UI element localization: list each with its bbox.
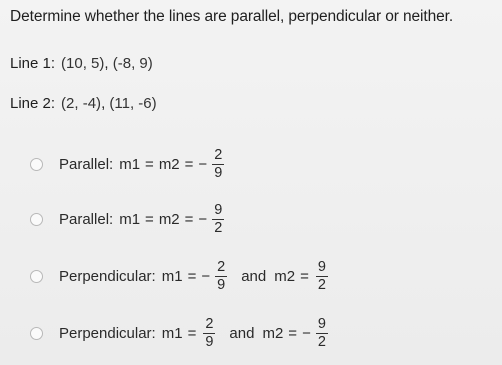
minus-sign: − [201,267,211,285]
slope-m2: m2 [158,210,180,228]
and-text: and [229,324,255,342]
fraction-numerator: 9 [317,315,326,332]
line-1-point-1: (10, 5) [61,55,105,72]
fraction-numerator: 9 [214,201,223,218]
fraction [316,317,328,350]
fraction-denominator: 2 [317,276,326,293]
line-1-label: Line 1: [10,55,56,72]
minus-sign: − [198,155,208,173]
fraction [212,148,224,181]
fraction-denominator: 9 [205,333,214,350]
radio-button-icon[interactable] [30,327,43,340]
option-label: Parallel: [59,210,114,228]
option-expression [162,260,330,293]
fraction-denominator: 2 [214,219,223,236]
fraction [215,260,227,293]
option-label: Parallel: [59,155,114,173]
answer-option-1[interactable] [30,144,226,184]
answer-option-4[interactable] [30,313,330,353]
slope-m2: m2 [262,324,284,342]
equals-sign: = [187,267,197,285]
equals-sign: = [300,267,309,285]
line-2-label: Line 2: [10,95,56,112]
option-label: Perpendicular: [59,267,156,285]
slope-m2: m2 [158,155,180,173]
fraction-denominator: 9 [217,276,226,293]
slope-m2: m2 [274,267,296,285]
equals-sign: = [145,155,154,173]
slope-m1: m1 [119,210,141,228]
slope-m1: m1 [161,267,183,285]
fraction-numerator: 2 [214,146,223,163]
minus-sign: − [302,324,311,342]
question-text: Determine whether the lines are parallel, perpendicular or neither. [10,8,454,25]
fraction [203,317,215,350]
option-label: Perpendicular: [59,324,156,342]
fraction-numerator: 9 [317,258,326,275]
fraction-numerator: 2 [205,315,214,332]
slope-m1: m1 [119,155,141,173]
minus-sign: − [198,210,208,228]
radio-button-icon[interactable] [30,213,43,226]
radio-button-icon[interactable] [30,270,43,283]
and-text: and [241,267,267,285]
equals-sign: = [288,324,298,342]
line-1-points: Line 1: (10, 5), (-8, 9) [10,55,153,72]
option-expression [119,203,226,236]
line-2-point-2: (11, -6) [109,95,157,112]
fraction-denominator: 2 [317,333,326,350]
answer-option-2[interactable] [30,199,226,239]
line-1-point-2: (-8, 9) [112,55,153,72]
line-2-points: Line 2: (2, -4), (11, -6) [10,95,157,112]
line-2-point-1: (2, -4) [61,95,102,112]
slope-m1: m1 [161,324,183,342]
equals-sign: = [184,210,194,228]
equals-sign: = [145,210,154,228]
option-expression [119,148,226,181]
equals-sign: = [184,155,194,173]
radio-button-icon[interactable] [30,158,43,171]
equals-sign: = [187,324,197,342]
fraction-numerator: 2 [217,258,226,275]
option-expression [162,317,330,350]
fraction-denominator: 9 [214,164,223,181]
answer-option-3[interactable] [30,256,330,296]
fraction [212,203,224,236]
fraction [316,260,328,293]
